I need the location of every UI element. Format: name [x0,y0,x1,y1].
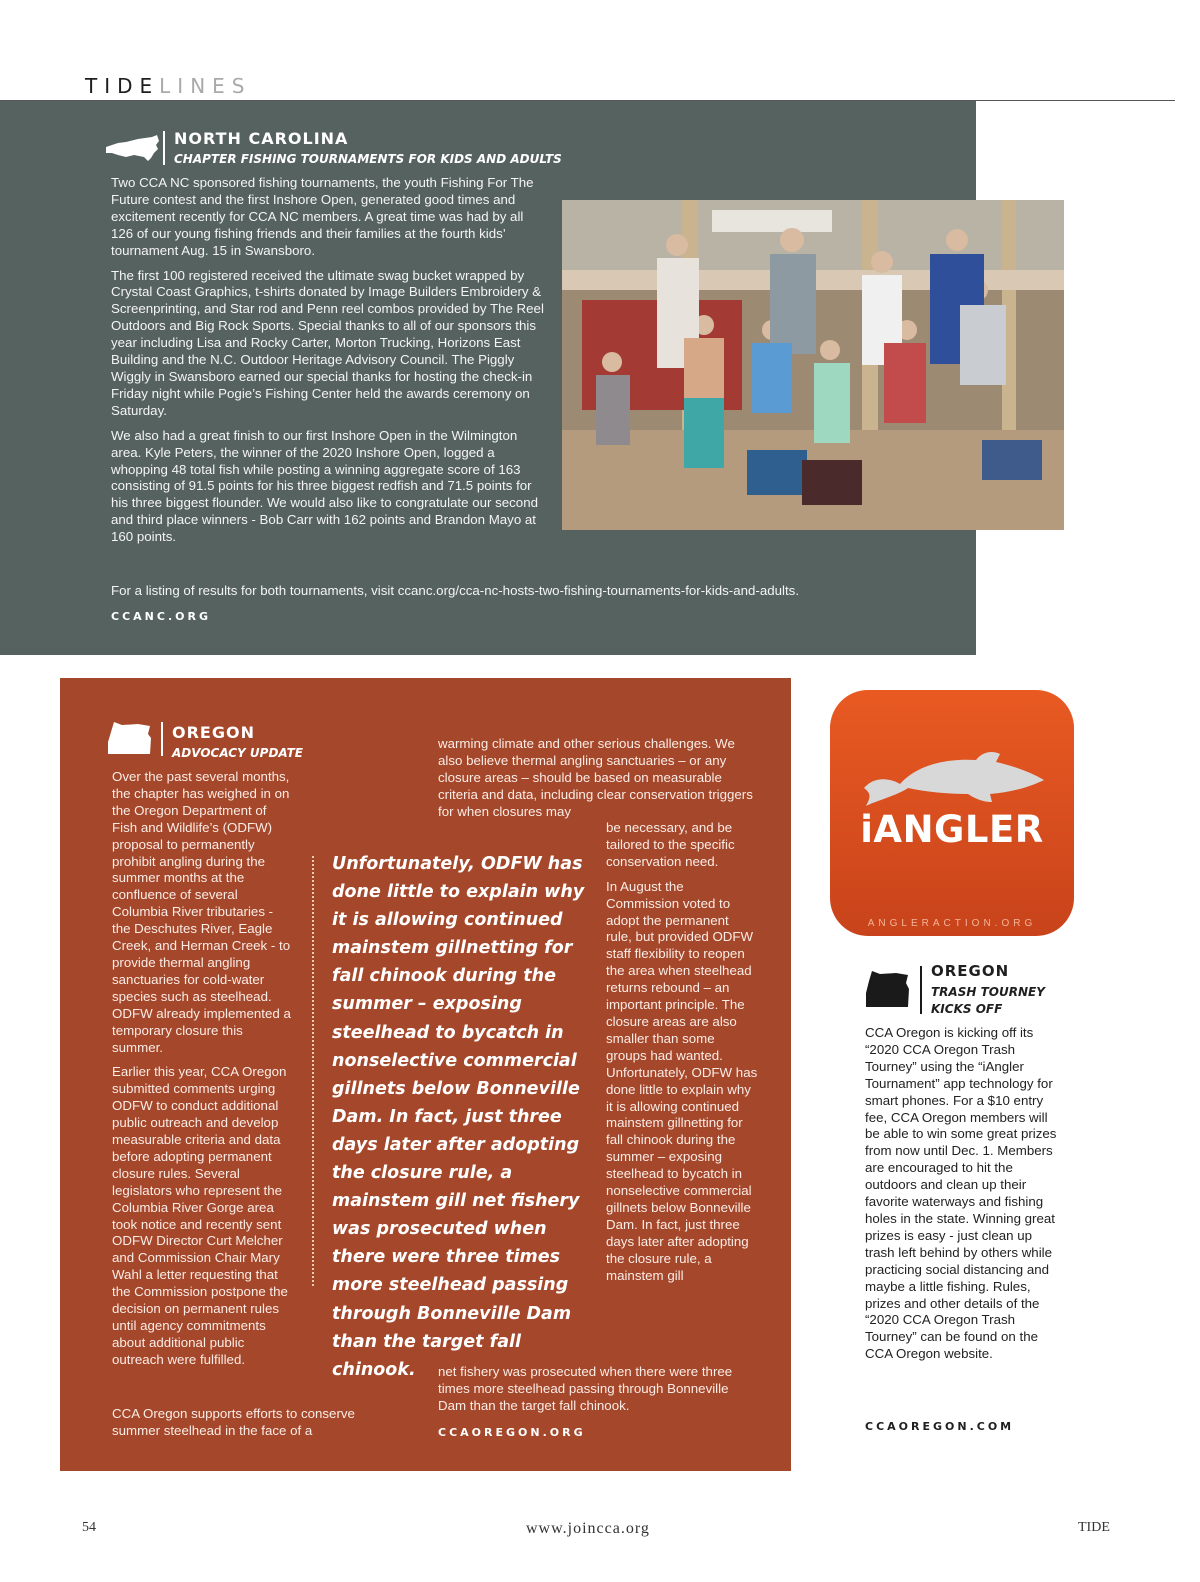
oregon-advocacy-url[interactable]: CCAOREGON.ORG [438,1426,586,1439]
running-head [85,74,252,98]
photo-illustration [562,200,1064,530]
fish-icon [864,748,1044,808]
nc-url[interactable]: CCANC.ORG [111,610,211,623]
trash-title-divider [920,966,922,1014]
pull-quote: Unfortunately, ODFW has done little to explain why it is allowing continued mainstem gillnetting for fall chinook during the summer – exposing steelhead to bycatch in nonselective commercial gillnets below Bonneville Dam. In fact, just three days later after adopting the closure rule, a mainstem gill net fishery was prosecuted when there were three times more steelhead passing through Bonneville Dam than the target fall chinook. [332,854,585,1380]
trash-state-title: OREGON [931,962,1010,980]
page-number: 54 [82,1520,96,1535]
nc-results-link-text[interactable]: For a listing of results for both tournaments, visit ccanc.org/cca-nc-hosts-two-fishing-tournaments-for-kids-and-adults. [111,583,800,598]
trash-subtitle-line1: TRASH TOURNEY [931,985,1045,999]
north-carolina-state-icon [104,133,160,161]
trash-tourney-url[interactable]: CCAOREGON.COM [865,1420,1015,1433]
oregon-paragraph: Over the past several months, the chapter has weighed in on the Oregon Department of Fish and Wildlife’s (ODFW) proposal to permanently prohibit angling during the summer months at the confluence of several Columbia River tributaries - the Deschutes River, Eagle Creek, and Herman Creek - to provide thermal angling sanctuaries for cold-water species such as steelhead. ODFW already implemented a temporary closure this summer. [112,769,291,1055]
oregon-column-left [112,769,292,1377]
pull-quote-rule [312,856,314,1286]
oregon-column-bottom: net fishery was prosecuted when there were three times more steelhead passing through Bonneville Dam than the target fall chinook. [438,1364,733,1413]
running-head-light: LINES [159,74,252,98]
trash-subtitle-line2: KICKS OFF [931,1002,1003,1016]
oregon-title-divider [161,722,163,756]
oregon-column-left-end: CCA Oregon supports efforts to conserve summer steelhead in the face of a [112,1406,355,1438]
oregon-column-top: warming climate and other serious challenges. We also believe thermal angling sanctuaries – or any closure areas – should be based on measurable criteria and data, including clear conservation triggers for when closures may [438,736,753,819]
oregon-state-icon [108,722,152,754]
tournament-group-photo [562,200,1064,530]
oregon-advocacy-subtitle: ADVOCACY UPDATE [172,746,303,760]
oregon-state-title: OREGON [172,723,255,742]
iangler-app-logo [830,690,1074,936]
nc-state-title: NORTH CAROLINA [174,129,349,148]
iangler-wordmark: iANGLER [860,808,1044,851]
nc-article-text [111,175,546,554]
oregon-paragraph: In August the Commission voted to adopt the permanent rule, but provided ODFW staff flexibility to reopen the area when steelhead returns rebound – an important principle. The closure areas are also smaller than some groups had wanted. Unfortunately, ODFW has done little to explain why it is allowing continued mainstem gillnetting for fall chinook during the summer – exposing steelhead to bycatch in nonselective commercial gillnets below Bonneville Dam. In fact, just three days later after adopting the closure rule, a mainstem gill [606,878,758,1283]
nc-subtitle: CHAPTER FISHING TOURNAMENTS FOR KIDS AND ADULTS [174,152,562,166]
iangler-url: ANGLERACTION.ORG [867,918,1037,929]
nc-paragraph: The first 100 registered received the ultimate swag bucket wrapped by Crystal Coast Graphics, t-shirts donated by Image Builders Embroidery & Screenprinting, and Star rod and Penn reel combos provided by The Reel Outdoors and Big Rock Sports. Special thanks to all of our sponsors this year including Lisa and Rocky Carter, Morton Trucking, Horizons East Building and the N.C. Outdoor Heritage Advisory Council. The Piggly Wiggly in Swansboro earned our special thanks for hosting the check-in Friday night while Pogie’s Fishing Center held the awards ceremony on Saturday. [111,267,544,418]
oregon-paragraph: Earlier this year, CCA Oregon submitted comments urging ODFW to conduct additional public outreach and develop measurable criteria and data before adopting permanent closure rules. Several legislators who represent the Columbia River Gorge area took notice and recently sent ODFW Director Curt Melcher and Commission Chair Mary Wahl a letter requesting that the Commission postpone the decision on permanent rules until agency commitments about additional public outreach were fulfilled. [112,1064,288,1367]
oregon-advocacy-panel [60,678,791,1471]
oregon-paragraph: be necessary, and be tailored to the specific conservation need. [606,820,735,869]
nc-title-divider [163,131,165,165]
nc-paragraph: We also had a great finish to our first Inshore Open in the Wilmington area. Kyle Peters, the winner of the 2020 Inshore Open, logged a whopping 48 total fish while posting a winning aggregate score of 163 consisting of 91.5 points for his three biggest redfish and 71.5 points for his three biggest flounder. We would also like to congratulate our second and third place winners - Bob Carr with 162 points and Brandon Mayo at 160 points. [111,427,538,545]
footer-website[interactable]: www.joincca.org [526,1520,650,1537]
oregon-state-icon-dark [866,971,910,1007]
footer-magazine-name: TIDE [1078,1520,1110,1535]
oregon-column-right [606,820,758,1292]
running-head-bold: TIDE [85,74,160,98]
trash-tourney-text: CCA Oregon is kicking off its “2020 CCA Oregon Trash Tourney” using the “iAngler Tournament” app technology for smart phones. For a $10 entry fee, CCA Oregon members will be able to win some great prizes from now until Dec. 1. Members are encouraged to hit the outdoors and clean up their favorite waterways and fishing holes in the state. Winning great prizes is easy - just clean up trash left behind by others while practicing social distancing and maybe a little fishing. Rules, prizes and other details of the “2020 CCA Oregon Trash Tourney” can be found on the CCA Oregon website. [865,1025,1057,1362]
nc-paragraph: Two CCA NC sponsored fishing tournaments, the youth Fishing For The Future contest and the first Inshore Open, generated good times and excitement recently for CCA NC members. A great time was had by all 126 of our young fishing friends and their families at the fourth kids’ tournament Aug. 15 in Swansboro. [111,175,534,258]
